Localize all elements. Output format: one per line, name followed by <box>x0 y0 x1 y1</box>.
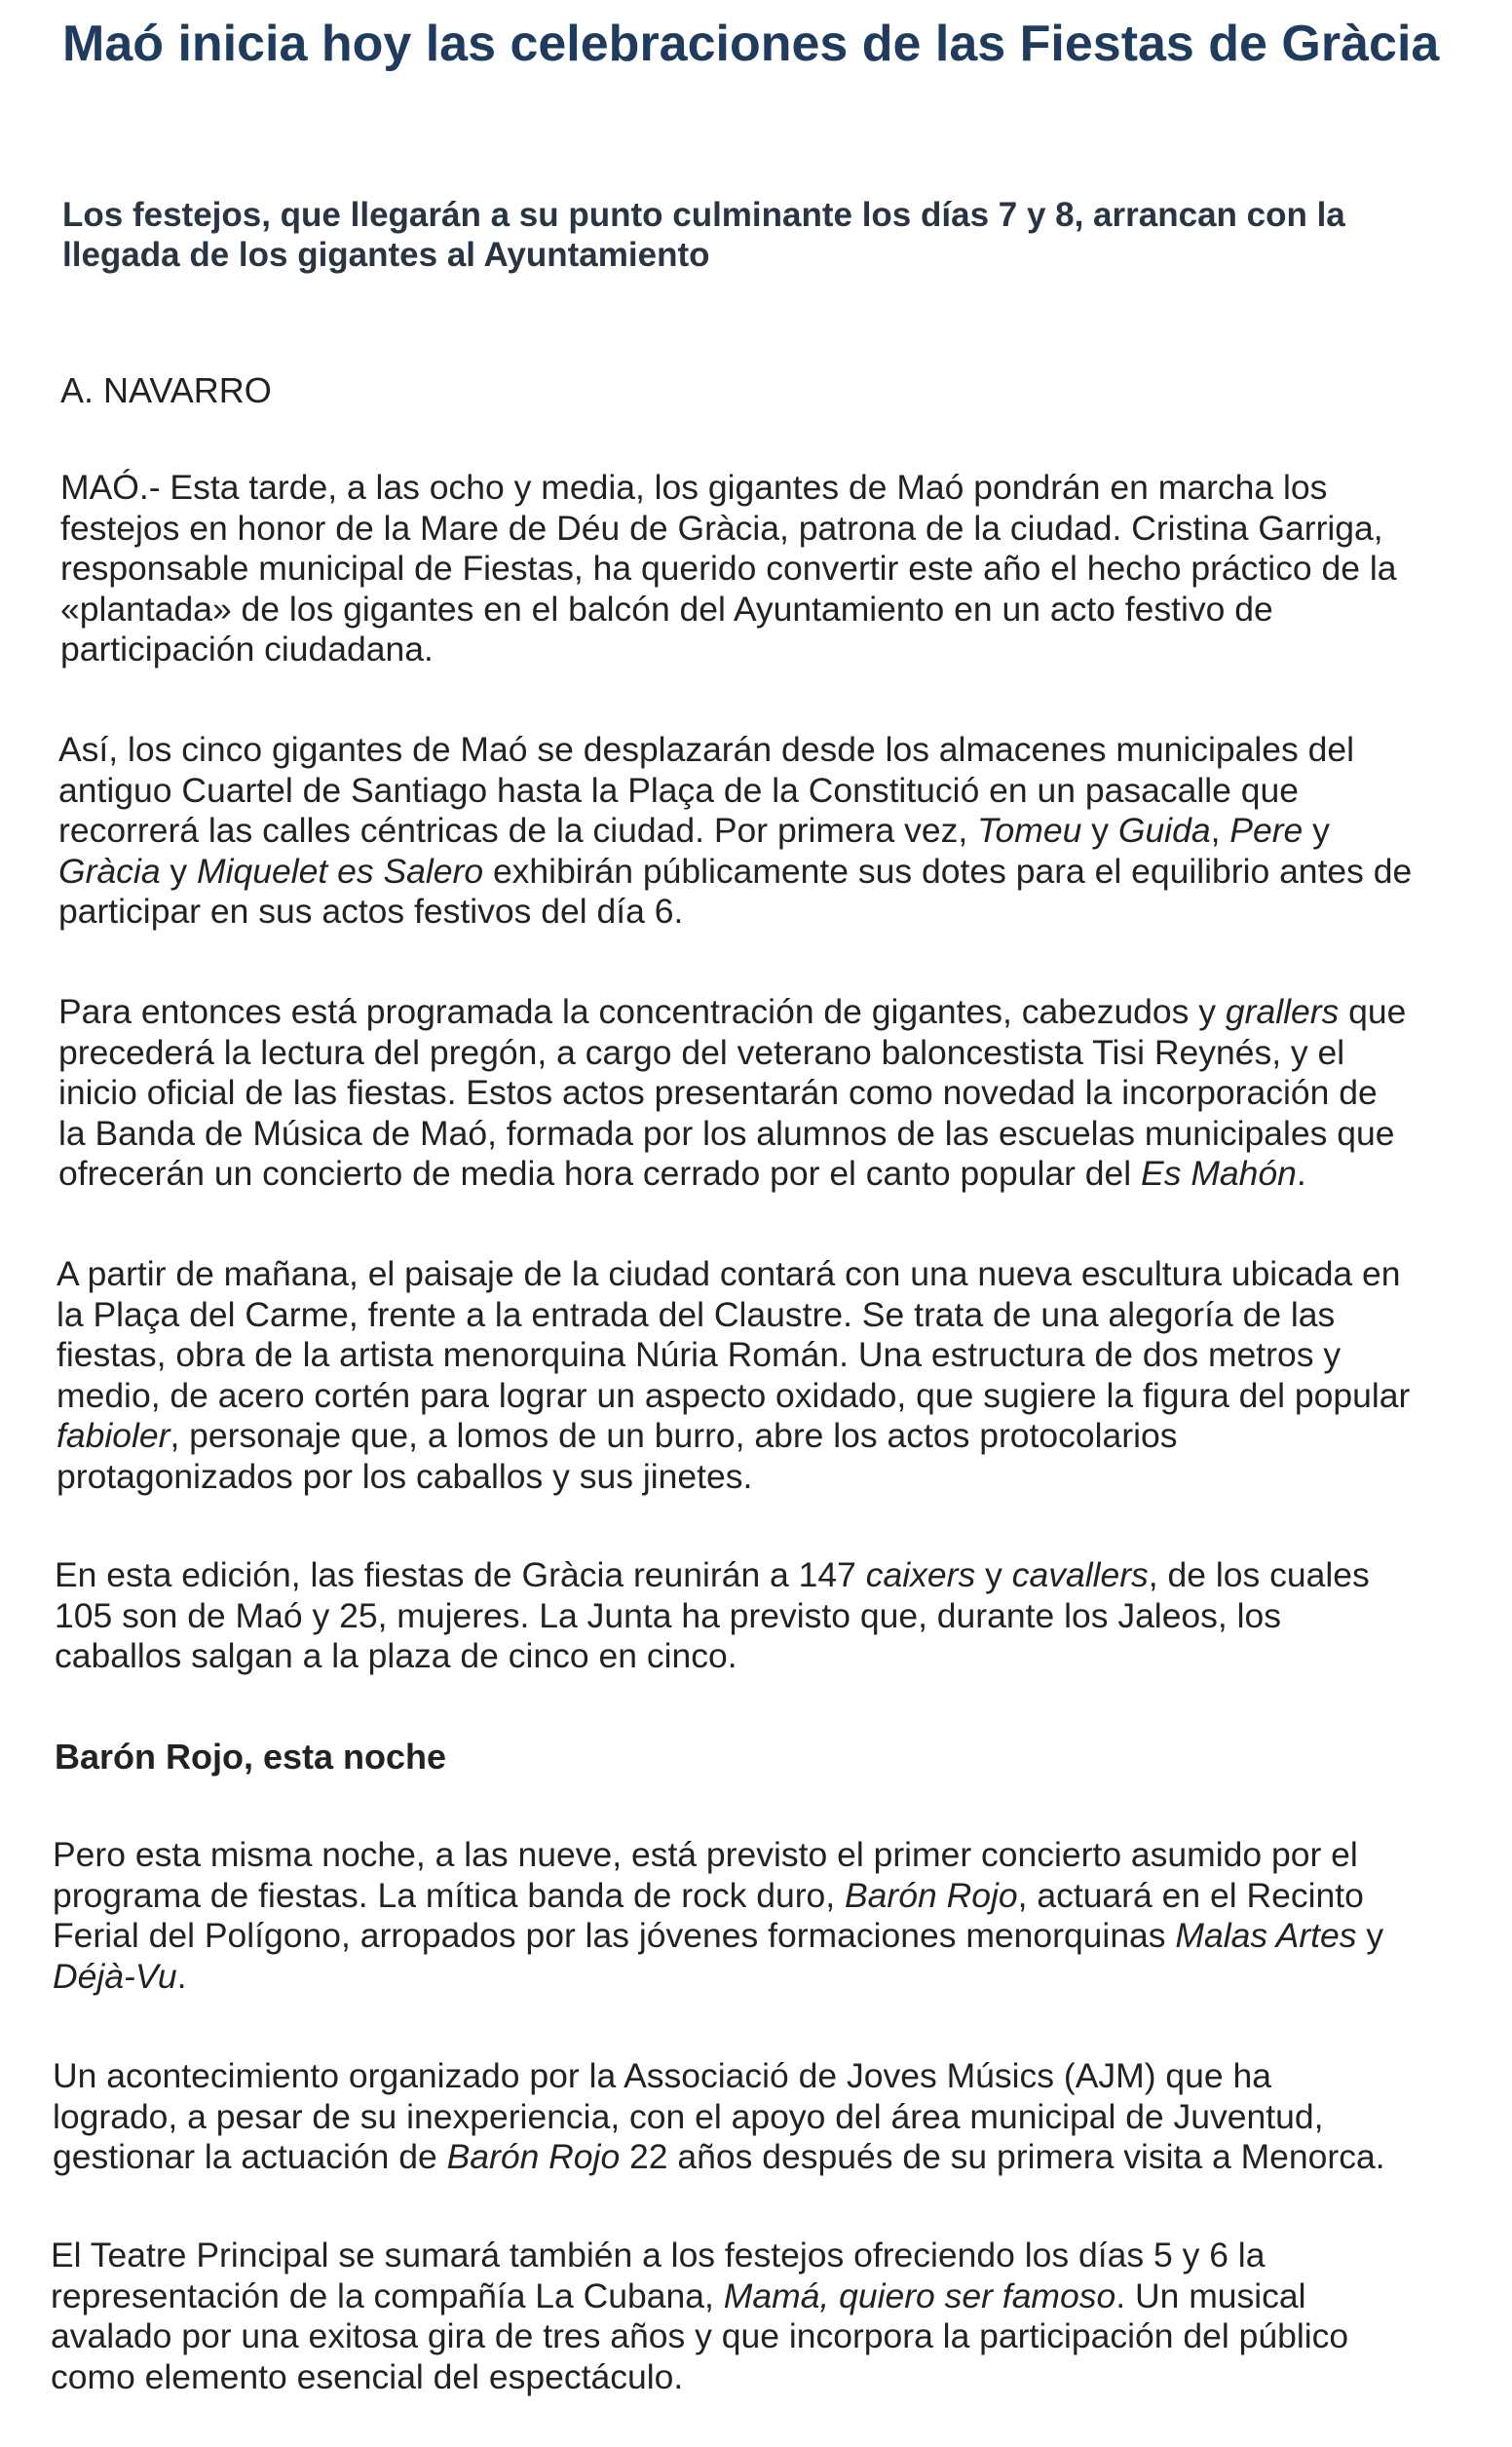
band-name: Barón Rojo <box>845 1875 1018 1915</box>
text-run: y <box>975 1555 1012 1594</box>
text-run: . <box>1296 1154 1306 1194</box>
text-run: y <box>160 851 198 891</box>
text-run: 22 años después de su primera visita a Menorca. <box>620 2137 1385 2177</box>
article-paragraph-8 <box>51 2236 1348 2397</box>
band-name: Barón Rojo <box>446 2137 621 2177</box>
text-run: ofrecerán un concierto de media hora cerrado por el canto popular del <box>58 1154 1142 1194</box>
italic-term: caixers <box>865 1555 976 1594</box>
text-line: Pero esta misma noche, a las nueve, está previsto el primer concierto asumido por el <box>53 1835 1358 1874</box>
text-line: logrado, a pesar de su inexperiencia, con el apoyo del área municipal de Juventud, <box>53 2096 1324 2136</box>
text-line: la Banda de Música de Maó, formada por los alumnos de las escuelas municipales que <box>58 1113 1395 1153</box>
text-run: Ferial del Polígono, arropados por las jóvenes formaciones menorquinas <box>53 1916 1176 1956</box>
text-line: inicio oficial de las fiestas. Estos actos presentarán como novedad la incorporación de <box>58 1073 1378 1113</box>
text-run: programa de fiestas. La mítica banda de rock duro, <box>53 1875 845 1915</box>
text-line: 105 son de Maó y 25, mujeres. La Junta ha previsto que, durante los Jaleos, los <box>55 1595 1282 1635</box>
text-run: que <box>1339 992 1407 1031</box>
text-line: MAÓ.- Esta tarde, a las ocho y media, los gigantes de Maó pondrán en marcha los <box>60 468 1328 507</box>
italic-term: cavallers <box>1011 1555 1149 1594</box>
text-line: A partir de mañana, el paisaje de la ciudad contará con una nueva escultura ubicada en <box>57 1254 1401 1293</box>
text-line: fiestas, obra de la artista menorquina Núria Román. Una estructura de dos metros y <box>57 1335 1342 1375</box>
text-line <box>53 1876 1383 1917</box>
text-line <box>53 1916 1383 1957</box>
text-line <box>58 992 1406 1033</box>
text-run: y <box>1356 1916 1384 1956</box>
text-line: como elemento esencial del espectáculo. <box>51 2356 684 2396</box>
text-line: la Plaça del Carme, frente a la entrada del Claustre. Se trata de una alegoría de las <box>57 1294 1336 1334</box>
text-run: , <box>1210 811 1230 851</box>
text-line <box>58 1154 1406 1195</box>
text-line: medio, de acero cortén para lograr un aspecto oxidado, que sugiere la figura del popular <box>57 1375 1411 1415</box>
article-paragraph-7 <box>53 2056 1385 2178</box>
text-run: Para entonces está programada la concentración de gigantes, cabezudos y <box>58 992 1226 1031</box>
text-run: . <box>176 1956 187 1996</box>
band-name: Malas Artes <box>1175 1916 1357 1956</box>
text-line: protagonizados por los caballos y sus jinetes. <box>57 1456 753 1496</box>
article-paragraph-2 <box>58 730 1412 933</box>
giant-name: Guida <box>1117 811 1211 851</box>
text-run: En esta edición, las fiestas de Gràcia reunirán a 147 <box>55 1555 866 1594</box>
section-heading: Barón Rojo, esta noche <box>55 1737 447 1777</box>
italic-term: fabioler <box>57 1416 170 1456</box>
text-line <box>55 1555 1370 1596</box>
giant-name: Gràcia <box>58 851 161 891</box>
text-line <box>57 1416 1410 1457</box>
text-line: antiguo Cuartel de Santiago hasta la Plaça de la Constitució en un pasacalle que <box>58 770 1299 810</box>
giant-name: Pere <box>1229 811 1304 851</box>
text-line: caballos salgan a la plaza de cinco en cinco. <box>55 1636 737 1676</box>
text-line: festejos en honor de la Mare de Déu de Gràcia, patrona de la ciudad. Cristina Garriga, <box>60 508 1383 548</box>
text-line: Así, los cinco gigantes de Maó se desplazarán desde los almacenes municipales del <box>58 730 1355 769</box>
text-line <box>58 852 1412 893</box>
text-line: participación ciudadana. <box>60 630 434 669</box>
text-line <box>53 2137 1385 2178</box>
article-headline: Maó inicia hoy las celebraciones de las Fiestas de Gràcia <box>62 16 1440 72</box>
text-line: El Teatre Principal se sumará también a los festejos ofreciendo los días 5 y 6 la <box>51 2236 1266 2275</box>
text-line: participar en sus actos festivos del día 6. <box>58 892 684 932</box>
text-run: , personaje que, a lomos de un burro, abre los actos protocolarios <box>170 1416 1178 1456</box>
show-title: Mamá, quiero ser famoso <box>723 2275 1116 2315</box>
article-paragraph-5 <box>55 1555 1370 1677</box>
text-line <box>51 2276 1348 2317</box>
italic-term: Es Mahón <box>1141 1154 1297 1194</box>
text-run: y <box>1303 811 1330 851</box>
text-run: . Un musical <box>1115 2275 1306 2315</box>
article-paragraph-1 <box>60 468 1397 670</box>
text-run: representación de la compañía La Cubana, <box>51 2275 724 2315</box>
giant-name: Tomeu <box>977 811 1082 851</box>
band-name: Déjà-Vu <box>53 1956 177 1996</box>
article-paragraph-3 <box>58 992 1406 1195</box>
text-run: , de los cuales <box>1148 1555 1370 1594</box>
article-byline: A. NAVARRO <box>60 370 272 410</box>
text-run: recorrerá las calles céntricas de la ciudad. Por primera vez, <box>58 811 978 851</box>
text-run: y <box>1081 811 1118 851</box>
text-line: «plantada» de los gigantes en el balcón del Ayuntamiento en un acto festivo de <box>60 589 1273 629</box>
giant-name: Miquelet es Salero <box>197 851 484 891</box>
text-run: , actuará en el Recinto <box>1017 1875 1364 1915</box>
text-run: gestionar la actuación de <box>53 2137 447 2177</box>
article-paragraph-4 <box>57 1254 1410 1498</box>
text-line: precederá la lectura del pregón, a cargo del veterano baloncestista Tisi Reynés, y el <box>58 1032 1345 1072</box>
text-line <box>58 811 1412 852</box>
text-line: avalado por una exitosa gira de tres años y que incorpora la participación del público <box>51 2316 1349 2356</box>
article-paragraph-6 <box>53 1835 1383 1997</box>
text-run: exhibirán públicamente sus dotes para el equilibrio antes de <box>483 851 1413 891</box>
text-line: responsable municipal de Fiestas, ha querido convertir este año el hecho práctico de la <box>60 549 1397 589</box>
italic-term: grallers <box>1225 992 1340 1031</box>
text-line: Un acontecimiento organizado por la Associació de Joves Músics (AJM) que ha <box>53 2056 1272 2095</box>
text-line <box>53 1957 1383 1998</box>
article-subheadline: Los festejos, que llegarán a su punto culminante los días 7 y 8, arrancan con la llegada de los gigantes al Ayuntamiento <box>62 196 1345 274</box>
